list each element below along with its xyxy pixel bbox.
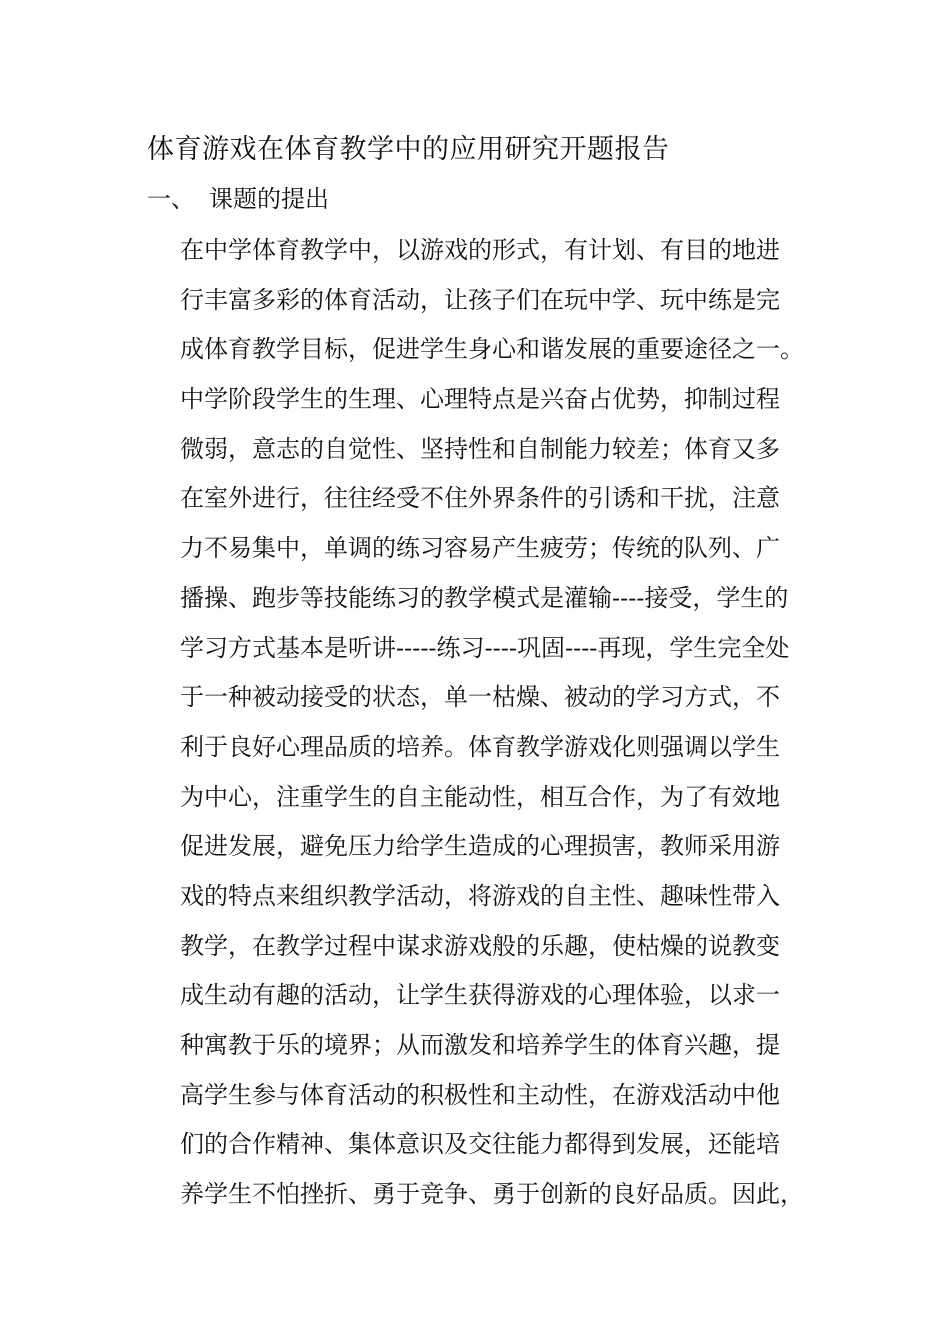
paragraph-line: 在中学体育教学中，以游戏的形式，有计划、有目的地进	[180, 236, 780, 264]
paragraph-line: 种寓教于乐的境界；从而激发和培养学生的体育兴趣，提	[180, 1031, 780, 1059]
paragraph-line: 力不易集中，单调的练习容易产生疲劳；传统的队列、广	[180, 534, 780, 563]
paragraph-line: 教学，在教学过程中谋求游戏般的乐趣，使枯燥的说教变	[180, 931, 780, 960]
paragraph-line: 成体育教学目标，促进学生身心和谐发展的重要途径之一。	[180, 335, 804, 364]
paragraph-line: 行丰富多彩的体育活动，让孩子们在玩中学、玩中练是完	[180, 285, 780, 314]
paragraph-line: 戏的特点来组织教学活动，将游戏的自主性、趣味性带入	[180, 881, 780, 910]
paragraph-line: 们的合作精神、集体意识及交往能力都得到发展，还能培	[180, 1130, 780, 1159]
paragraph-line: 播操、跑步等技能练习的教学模式是灌输----接受，学生的	[180, 583, 789, 612]
paragraph-line: 在室外进行，往往经受不住外界条件的引诱和干扰，注意	[180, 484, 780, 513]
paragraph-line: 学习方式基本是听讲-----练习----巩固----再现，学生完全处	[180, 633, 790, 662]
paragraph-line: 中学阶段学生的生理、心理特点是兴奋占优势，抑制过程	[180, 385, 780, 414]
paragraph-line: 微弱，意志的自觉性、坚持性和自制能力较差；体育又多	[180, 434, 780, 463]
paragraph-line: 于一种被动接受的状态，单一枯燥、被动的学习方式，不	[180, 683, 780, 712]
body-paragraph	[180, 229, 820, 1223]
section-heading-text: 课题的提出	[209, 185, 329, 213]
section-heading	[147, 181, 329, 217]
paragraph-line: 利于良好心理品质的培养。体育教学游戏化则强调以学生	[180, 732, 780, 761]
section-number: 一、	[147, 185, 195, 213]
document-title: 体育游戏在体育教学中的应用研究开题报告	[147, 134, 670, 165]
paragraph-line: 促进发展，避免压力给学生造成的心理损害，教师采用游	[180, 832, 780, 861]
paragraph-line: 成生动有趣的活动，让学生获得游戏的心理体验，以求一	[180, 981, 780, 1010]
paragraph-line: 为中心，注重学生的自主能动性，相互合作，为了有效地	[180, 782, 780, 811]
paragraph-line: 高学生参与体育活动的积极性和主动性，在游戏活动中他	[180, 1080, 780, 1109]
paragraph-line: 养学生不怕挫折、勇于竞争、勇于创新的良好品质。因此，	[180, 1180, 804, 1209]
